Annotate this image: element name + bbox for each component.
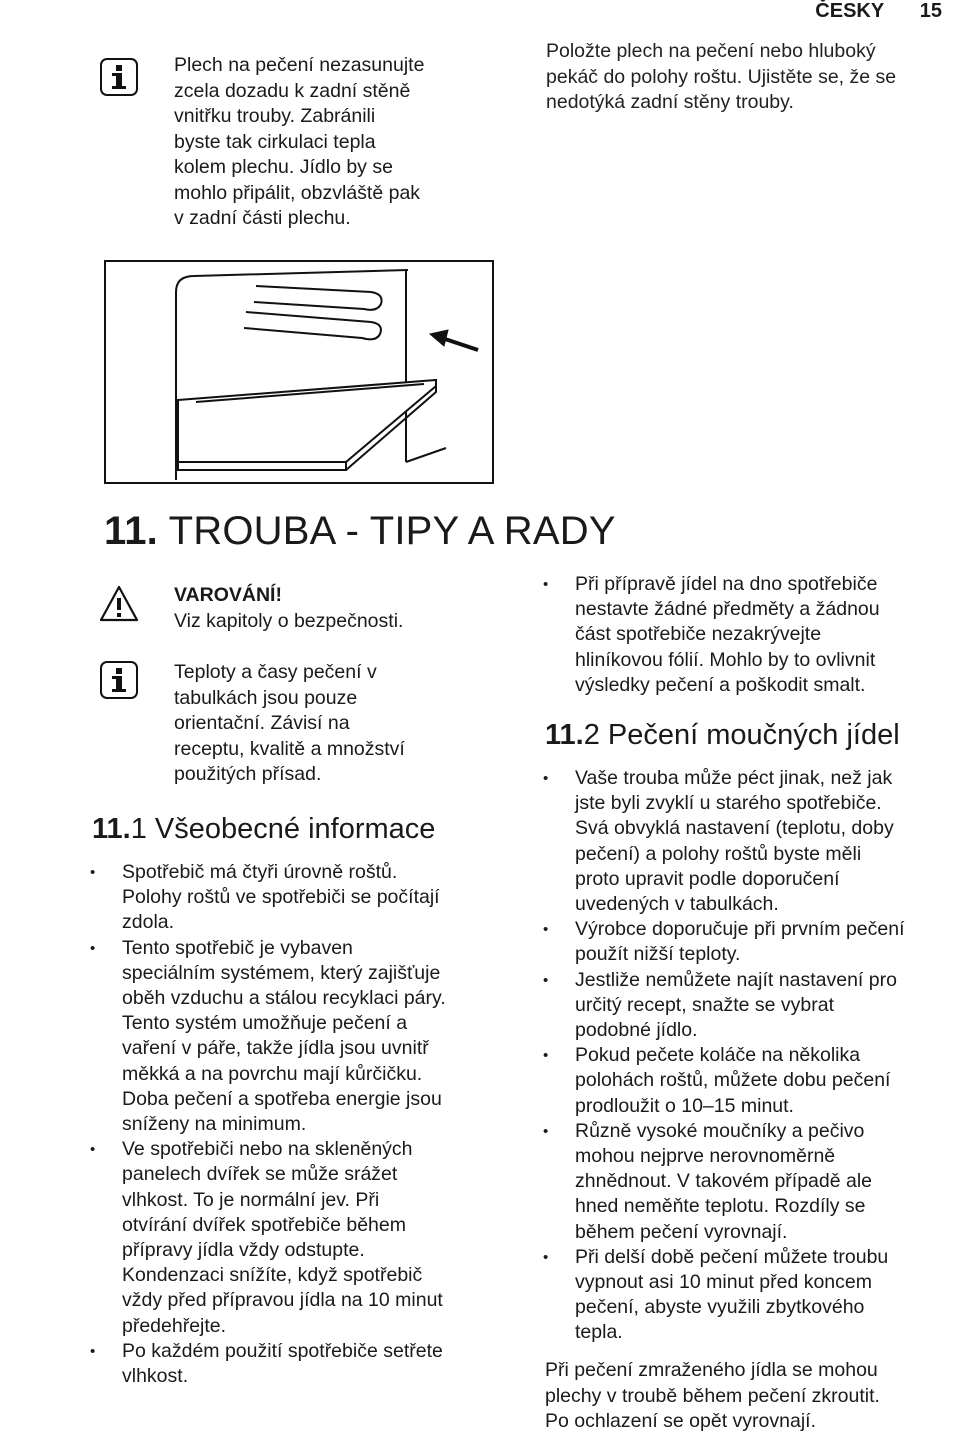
list-item: • Různě vysoké moučníky a pečivo mohou nejprve nerovnoměrně zhnědnout. V takovém případě ale hned neměňte teplotu. Rozdíly se během pečení vyrovnají. [543, 1119, 955, 1245]
list-item: • Vaše trouba může péct jinak, než jak jste byli zvyklí u starého spotřebiče. Svá obvyklá nastavení (teplotu, doby pečení) a polohy roštů byste měli proto upravit podle doporučení uvedených v tabulkách. [543, 766, 955, 917]
list-item: • Pokud pečete koláče na několika polohách roštů, můžete dobu pečení prodloužit o 10–15 minut. [543, 1043, 955, 1119]
list-item: • Tento spotřebič je vybaven speciálním systémem, který zajišťuje oběh vzduchu a stálou recyklaci páry. Tento systém umožňuje pečení a vaření v páře, takže jídla jsou uvnitř měkká a na povrchu mají kůrčičku. Doba pečení a spotřeba energie jsou sníženy na minimum. [90, 936, 510, 1138]
temperature-note: Teploty a časy pečení v tabulkách jsou pouze orientační. Závisí na receptu, kvalitě a množství použitých přísad. [174, 661, 405, 785]
subsection-title-baking: 11.2 Pečení moučných jídel [545, 719, 900, 751]
list-item: • Jestliže nemůžete najít nastavení pro určitý recept, snažte se vybrat podobné jídlo. [543, 968, 955, 1044]
warning-title: VAROVÁNÍ! [174, 584, 282, 606]
oven-tray-note: Plech na pečení nezasunujte zcela dozadu k zadní stěně vnitřku trouby. Zabránili byste tak cirkulaci tepla kolem plechu. Jídlo by se mohlo připálit, obzvláště pak v zadní části plechu. [174, 54, 425, 229]
list-item: • Při delší době pečení můžete troubu vypnout asi 10 minut před koncem pečení, abyste využili zbytkového tepla. [543, 1245, 955, 1346]
baking-tips-list [543, 766, 955, 1346]
oven-tray-illustration [104, 260, 494, 484]
warning-block [174, 583, 403, 634]
frozen-food-note: Při pečení zmraženého jídla se mohou plechy v troubě během pečení zkroutit. Po ochlazení se opět vyrovnají. [545, 1359, 880, 1432]
section-title: 11. TROUBA - TIPY A RADY [104, 509, 616, 553]
foil-warning-list [543, 572, 955, 698]
tray-instruction: Položte plech na pečení nebo hluboký pekáč do polohy roštu. Ujistěte se, že se nedotýká zadní stěny trouby. [546, 40, 897, 113]
info-icon [100, 661, 138, 704]
list-item: • Při přípravě jídel na dno spotřebiče nestavte žádné předměty a žádnou část spotřebiče nezakrývejte hliníkovou fólií. Mohlo by to ovlivnit výsledky pečení a poškodit smalt. [543, 572, 955, 698]
warning-text: Viz kapitoly o bezpečnosti. [174, 609, 404, 632]
page-header [815, 0, 942, 23]
list-item: • Po každém použití spotřebiče setřete vlhkost. [90, 1339, 510, 1389]
warning-icon [98, 584, 140, 629]
info-icon [100, 58, 138, 101]
list-item: • Spotřebič má čtyři úrovně roštů. Polohy roštů ve spotřebiči se počítají zdola. [90, 860, 510, 936]
subsection-title-general: 11.1 Všeobecné informace [92, 813, 436, 845]
list-item: • Ve spotřebiči nebo na skleněných panelech dvířek se může srážet vlhkost. To je normální jev. Při otvírání dvířek spotřebiče během přípravy jídla vždy odstupte. Kondenzaci snížíte, když spotřebič vždy před přípravou jídla na 10 minut předehřejte. [90, 1137, 510, 1339]
page-number: 15 [919, 0, 942, 22]
list-item: • Výrobce doporučuje při prvním pečení použít nižší teploty. [543, 917, 955, 967]
general-info-list [90, 860, 510, 1389]
language-label: ČESKY [815, 0, 885, 22]
